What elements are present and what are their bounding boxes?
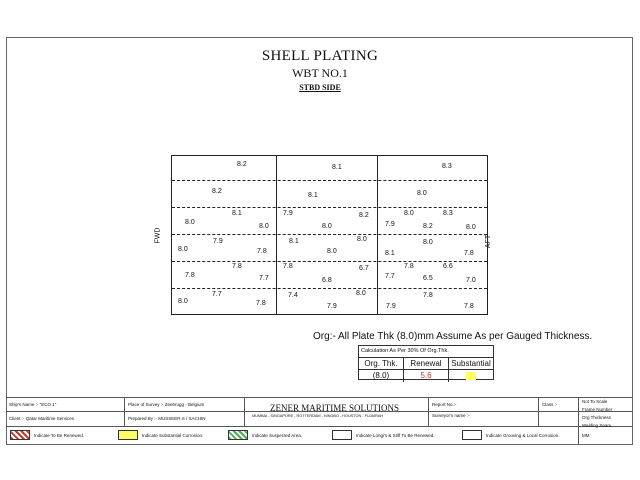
- legend-renewed: Indicate To Be Renewed.: [34, 433, 84, 438]
- thickness-reading: 8.3: [443, 210, 453, 217]
- thickness-reading: 7.8: [257, 248, 267, 255]
- calc-org-value: (8.0): [359, 370, 404, 382]
- seam-line: [172, 261, 487, 262]
- note-welding-seam: Welding Seam: [582, 423, 612, 428]
- report-no: Report No.:-: [432, 402, 457, 407]
- calc-col-org: Org. Thk.: [359, 358, 404, 369]
- surveyor-name: Surveyor's name :-: [432, 413, 470, 418]
- thickness-reading: 7.7: [212, 291, 222, 298]
- note-not-to-scale: Not To Scale: [582, 399, 608, 404]
- calc-value-row: [359, 370, 493, 382]
- calc-renewal-value: 5.6: [404, 370, 449, 382]
- thickness-reading: 7.9: [283, 210, 293, 217]
- ships-name: Ship's Name :- "ECO 1": [9, 402, 57, 407]
- thickness-reading: 7.9: [213, 238, 223, 245]
- thickness-reading: 8.2: [212, 188, 222, 195]
- plate-grid: [171, 155, 488, 315]
- thickness-reading: 7.8: [404, 263, 414, 270]
- aft-label: AFT: [485, 234, 493, 249]
- client-name: Client :- Qatar Maritime Services: [9, 416, 75, 421]
- calc-header-row: [359, 358, 493, 370]
- thickness-reading: 7.8: [185, 272, 195, 279]
- note-org-thickness: Org Thickness: [582, 415, 611, 420]
- thickness-reading: 7.8: [232, 263, 242, 270]
- thickness-reading: 8.3: [442, 163, 452, 170]
- seam-line: [172, 207, 487, 208]
- fwd-label: FWD: [154, 227, 162, 244]
- thickness-reading: 8.0: [357, 236, 367, 243]
- thickness-reading: 8.0: [259, 223, 269, 230]
- thickness-reading: 6.8: [322, 277, 332, 284]
- thickness-reading: 7.4: [288, 292, 298, 299]
- thickness-reading: 8.0: [178, 298, 188, 305]
- calc-substantial-value: [449, 370, 493, 382]
- substantial-corrosion-swatch: [118, 430, 138, 440]
- suspected-area-swatch: [228, 430, 248, 440]
- substantial-swatch: [466, 372, 476, 380]
- calc-col-renewal: Renewal: [404, 358, 449, 369]
- class-label: Class :-: [542, 402, 558, 407]
- longi-swatch: [332, 430, 352, 440]
- thickness-reading: 8.0: [327, 248, 337, 255]
- thickness-reading: 6.7: [359, 265, 369, 272]
- title-block: [6, 397, 633, 445]
- thickness-reading: 7.0: [466, 277, 476, 284]
- thickness-reading: 7.7: [385, 273, 395, 280]
- thickness-reading: 8.0: [185, 219, 195, 226]
- thickness-reading: 8.1: [308, 192, 318, 199]
- prepared-by: Prepared By :- MUSSEER.S / SACHIN: [128, 416, 206, 421]
- seam-line: [172, 288, 487, 289]
- thickness-reading: 7.8: [464, 303, 474, 310]
- thickness-reading: 8.1: [232, 210, 242, 217]
- legend-grooving: Indicate Grooving & Local Corrosion.: [486, 433, 560, 438]
- thickness-reading: 6.6: [443, 263, 453, 270]
- thickness-reading: 7.9: [385, 221, 395, 228]
- thickness-reading: 7.8: [256, 300, 266, 307]
- seam-line: [172, 234, 487, 235]
- thickness-reading: 7.7: [259, 275, 269, 282]
- thickness-reading: 6.5: [423, 275, 433, 282]
- thickness-reading: 8.0: [423, 239, 433, 246]
- thickness-reading: 7.8: [283, 263, 293, 270]
- legend-suspected: Indicate Suspected Area.: [252, 433, 303, 438]
- thickness-reading: 8.2: [359, 212, 369, 219]
- thickness-reading: 8.2: [237, 161, 247, 168]
- thickness-reading: 8.1: [289, 238, 299, 245]
- calculation-table: [358, 345, 494, 380]
- drawing-title: SHELL PLATING: [261, 48, 379, 64]
- company-locations: MUMBAI - SINGAPORE - ROTTERDAM - NINGBO - HOUSTON - FUJAIRAH: [252, 414, 384, 418]
- thickness-reading: 7.9: [327, 303, 337, 310]
- calc-col-substantial: Substantial: [451, 359, 491, 368]
- thickness-reading: 8.0: [178, 246, 188, 253]
- legend-substantial: Indicate Substantial Corrosion.: [142, 433, 204, 438]
- thickness-reading: 8.1: [332, 164, 342, 171]
- seam-line: [172, 180, 487, 181]
- note-mm: MM: [582, 433, 590, 438]
- thickness-reading: 7.8: [464, 250, 474, 257]
- renewed-swatch: [10, 430, 30, 440]
- thickness-reading: 8.0: [404, 210, 414, 217]
- thickness-reading: 8.1: [385, 250, 395, 257]
- company-name: ZENER MARITIME SOLUTIONS: [270, 403, 399, 413]
- thickness-reading: 8.0: [322, 223, 332, 230]
- note-frame-number: Frame Number: [582, 407, 613, 412]
- thickness-reading: 8.0: [417, 190, 427, 197]
- thickness-reading: 8.0: [466, 224, 476, 231]
- calc-heading: Calculation As Per 30% Of Org.Thk.: [359, 346, 493, 358]
- thickness-note: Org:- All Plate Thk (8.0)mm Assume As per Gauged Thickness.: [313, 331, 593, 342]
- tank-name: WBT NO.1: [292, 66, 348, 80]
- side-label: STBD SIDE: [299, 83, 341, 92]
- thickness-reading: 8.0: [356, 290, 366, 297]
- title-block-divider: [6, 426, 633, 427]
- thickness-reading: 7.9: [386, 303, 396, 310]
- place-of-survey: Place of Survey :- Zeebrugg - Belgium: [128, 402, 205, 407]
- thickness-reading: 7.8: [423, 292, 433, 299]
- legend-longi: Indicate Longi's & Stiff To Be Renewed.: [356, 433, 435, 438]
- grooving-swatch: [462, 430, 482, 440]
- thickness-reading: 8.2: [423, 223, 433, 230]
